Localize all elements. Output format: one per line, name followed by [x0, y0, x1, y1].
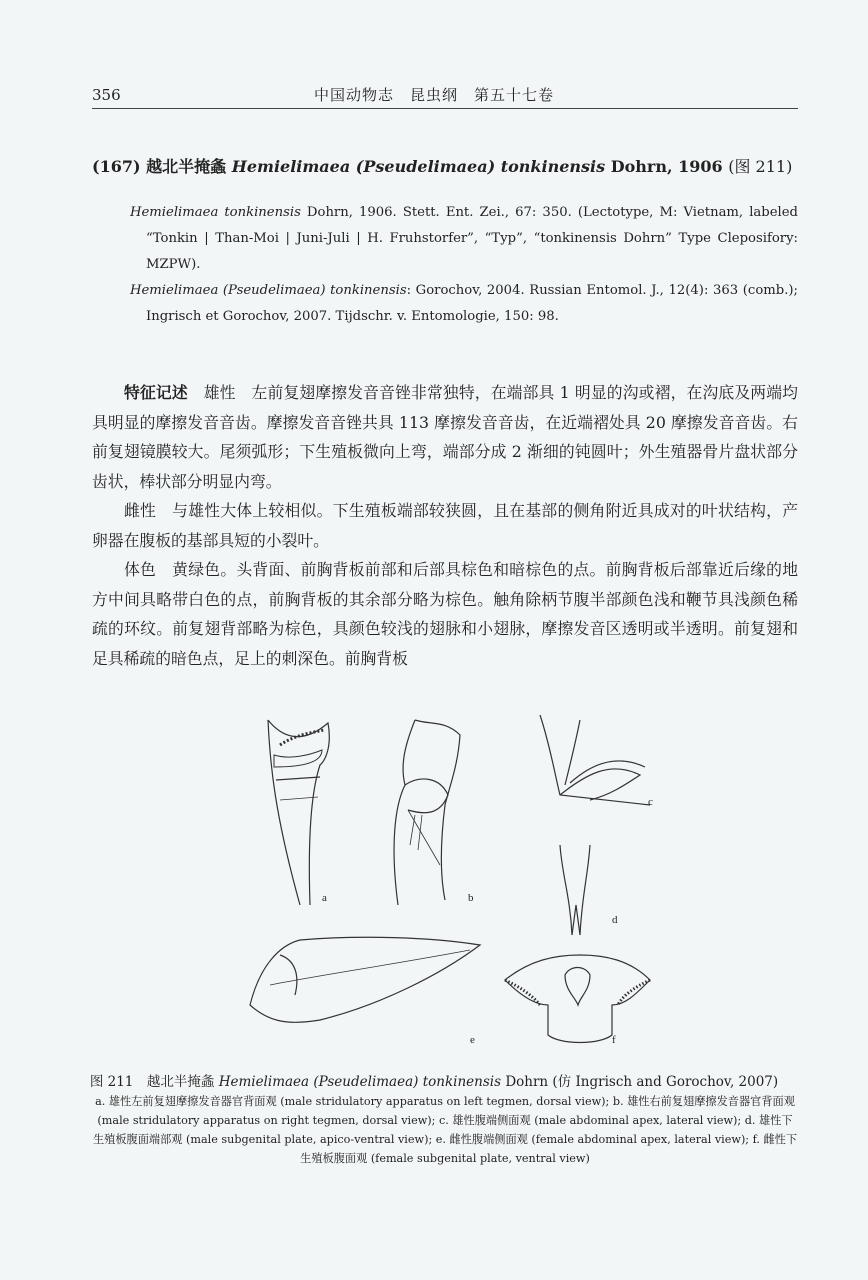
figure-panel-e	[250, 937, 480, 1046]
figure-panel-b	[394, 720, 474, 905]
panel-label-b: b	[468, 892, 474, 904]
section-title	[92, 154, 792, 177]
section-number: (167)	[92, 157, 141, 176]
description	[92, 378, 798, 673]
species-chinese-name: 越北半掩螽	[146, 157, 227, 176]
panel-label-a: a	[322, 892, 327, 904]
subgenus-name: (Pseudelimaea)	[355, 157, 496, 176]
figure-panel-a	[268, 720, 329, 905]
running-head: 中国动物志 昆虫纲 第五十七卷	[313, 86, 554, 104]
description-paragraph: 特征记述 雄性 左前复翅摩擦发音音锉非常独特，在端部具 1 明显的沟或褶，在沟底及两端均具明显的摩擦发音音齿。摩擦发音音锉共具 113 摩擦发音音齿，在近端褶处具 20 摩擦发音音齿。右前复翅镜膜较大。尾须弧形；下生殖板微向上弯，端部分成 2 渐细的钝圆叶；外生殖器骨片盘状部分齿状，棒状部分明显内弯。	[92, 383, 798, 491]
figure-panel-f	[505, 955, 650, 1046]
figure-panel-d	[560, 845, 618, 935]
description-lead: 特征记述	[124, 383, 188, 402]
description-paragraph: 体色 黄绿色。头背面、前胸背板前部和后部具棕色和暗棕色的点。前胸背板后部靠近后缘的地方中间具略带白色的点，前胸背板的其余部分略为棕色。触角除柄节腹半部颜色浅和鞭节具浅颜色稀疏的环纹。前复翅背部略为棕色，具颜色较浅的翅脉和小翅脉，摩擦发音区透明或半透明。前复翅和足具稀疏的暗色点，足上的刺深色。前胸背板	[92, 560, 798, 668]
panel-label-c: c	[648, 796, 653, 808]
panel-label-d: d	[612, 914, 618, 926]
genus-name: Hemielimaea	[231, 157, 351, 176]
species-epithet: tonkinensis	[500, 157, 606, 176]
species-author: Dohrn, 1906	[610, 157, 723, 176]
header-rule	[92, 108, 798, 109]
synonymy-list	[130, 200, 798, 330]
page-number: 356	[92, 86, 121, 104]
figure-panel-c	[540, 715, 653, 808]
figure-211	[240, 705, 670, 1065]
figure-reference: (图 211)	[728, 157, 793, 176]
panel-label-f: f	[612, 1034, 616, 1046]
synonymy-entry: Hemielimaea tonkinensis Dohrn, 1906. Stett. Ent. Zei., 67: 350. (Lectotype, M: Vietnam, labeled “Tonkin | Than-Moi | Juni-Juli | H. Fruhstorfer”, “Typ”, “tonkinensis Dohrn” Type Cleposifory: MZPW).	[130, 205, 798, 272]
figure-caption-body: a. 雄性左前复翅摩擦发音器官背面观 (male stridulatory apparatus on left tegmen, dorsal view); b. 雄性右前复翅摩擦发音器官背面观 (male stridulatory apparatus on right tegmen, dorsal view); c. 雄性腹端侧面观 (male abdominal apex, lateral view); d. 雄性下生殖板腹面端部观 (male subgenital plate, apico-ventral view); e. 雌性腹端侧面观 (female abdominal apex, lateral view); f. 雌性下生殖板腹面观 (female subgenital plate, ventral view)	[92, 1095, 798, 1165]
synonymy-entry: Hemielimaea (Pseudelimaea) tonkinensis: Gorochov, 2004. Russian Entomol. J., 12(4): 363 (comb.); Ingrisch et Gorochov, 2007. Tijdschr. v. Entomologie, 150: 98.	[130, 283, 798, 324]
figure-caption-title: 图 211 越北半掩螽 Hemielimaea (Pseudelimaea) tonkinensis Dohrn (仿 Ingrisch and Gorochov, 2007)	[89, 1074, 779, 1090]
panel-label-e: e	[470, 1034, 475, 1046]
description-paragraph: 雌性 与雄性大体上较相似。下生殖板端部较狭圆，且在基部的侧角附近具成对的叶状结构，产卵器在腹板的基部具短的小裂叶。	[92, 501, 798, 550]
